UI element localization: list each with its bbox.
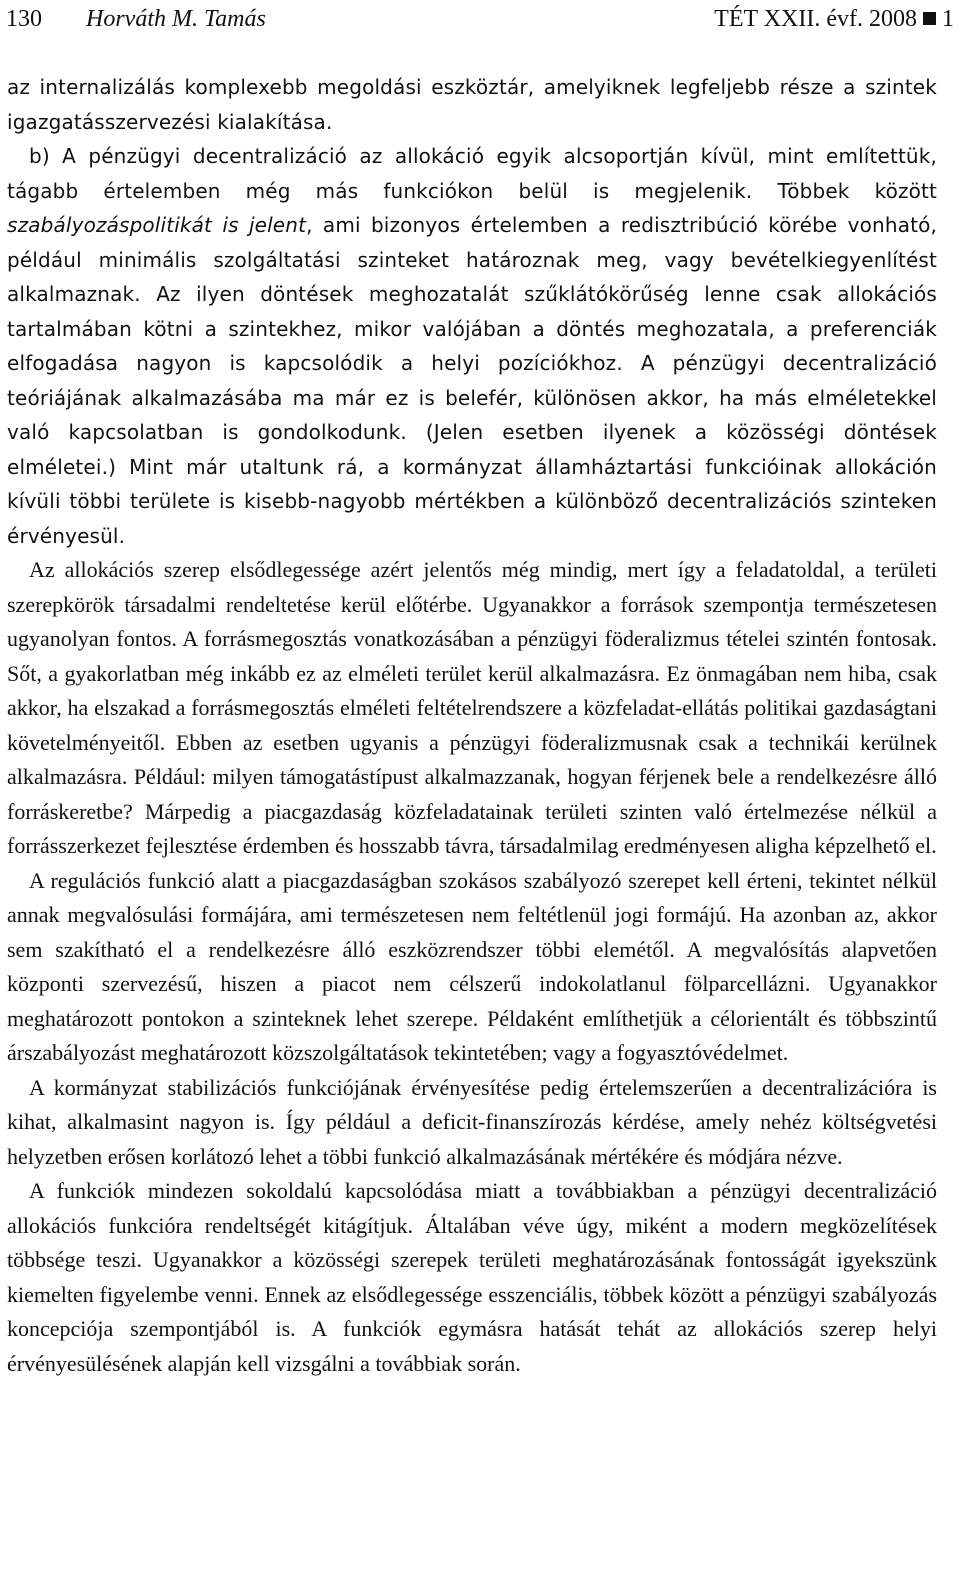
paragraph: az internalizálás komplexebb megoldási eszköztár, amelyiknek legfeljebb része a szintek igazgatásszervezési kialakítása.	[7, 75, 937, 134]
square-bullet-icon	[923, 12, 936, 25]
issue-number: 1	[942, 6, 954, 32]
paragraph: A regulációs funkció alatt a piacgazdaságban szokásos szabályozó szerepet kell érteni, tekintet nélkül annak megvalósulási formájára, ami természetesen nem feltétlenül jogi formájú. Ha azonban az, akkor sem szakítható el a rendelkezésre álló eszközrendszer többi elemétől. A megvalósítás alapvetően központi szervezésű, hiszen a piacot nem célszerű indokolatlanul fölparcellázni. Ugyanakkor meghatározott pontokon a szinteknek lehet szerepe. Példaként említhetjük a célorientált és többszintű árszabályozást meghatározott közszolgáltatások tekintetében; vagy a fogyasztóvédelmet.	[7, 867, 937, 1065]
header-journal	[714, 2, 954, 36]
paragraph	[7, 139, 937, 553]
body-text	[7, 70, 937, 1381]
emphasized-text: szabályozáspolitikát is jelent	[7, 213, 307, 237]
running-header	[6, 2, 954, 36]
paragraph-text: b) A pénzügyi decentralizáció az allokáció egyik alcsoportján kívül, mint említettük, tágabb értelemben még más funkciókon belül is megjelenik. Többek között	[7, 144, 937, 203]
paragraph: A kormányzat stabilizációs funkciójának érvényesítése pedig értelemszerűen a decentralizációra is kihat, alkalmasint nagyon is. Így például a deficit-finanszírozás kérdése, amely nehéz költségvetési helyzetben erősen korlátozó lehet a többi funkció alkalmazásának mértékére és módjára nézve.	[7, 1074, 937, 1169]
header-author: Horváth M. Tamás	[86, 6, 266, 32]
journal-title: TÉT XXII. évf. 2008	[714, 6, 917, 32]
paragraph: A funkciók mindezen sokoldalú kapcsolódása miatt a továbbiakban a pénzügyi decentralizáció allokációs funkcióra rendeltségét kitágítjuk. Általában véve úgy, miként a modern megközelítések többsége teszi. Ugyanakkor a közösségi szerepek területi meghatározásának fontosságát igyekszünk kiemelten figyelembe venni. Ennek az elsődlegessége esszenciális, többek között a pénzügyi szabályozás koncepciója szempontjából is. A funkciók egymásra hatását tehát az allokációs szerep helyi érvényesülésének alapján kell vizsgálni a továbbiak során.	[7, 1178, 937, 1376]
paragraph-text: , ami bizonyos értelemben a redisztribúció körébe vonható, például minimális szolgáltatási szinteket határoznak meg, vagy bevételkiegyenlítést alkalmaznak. Az ilyen döntések meghozatalát szűklátókörűség lenne csak allokációs tartalmában kötni a szintekhez, mikor valójában a döntés meghozatala, a preferenciák elfogadása nagyon is kapcsolódik a helyi pozíciókhoz. A pénzügyi decentralizáció teóriájának alkalmazásába ma már ez is belefér, különösen akkor, ha más elméletekkel való kapcsolatban is gondolkodunk. (Jelen esetben ilyenek a közösségi döntések elméletei.) Mint már utaltunk rá, a kormányzat államháztartási funkcióinak allokáción kívüli többi területe is kisebb-nagyobb mértékben a különböző decentralizációs szinteken érvényesül.	[7, 213, 938, 548]
page-number: 130	[6, 6, 42, 32]
paragraph: Az allokációs szerep elsődlegessége azért jelentős még mindig, mert így a feladatoldal, a területi szerepkörök társadalmi rendeltetése kerül előtérbe. Ugyanakkor a források szempontja természetesen ugyanolyan fontos. A forrásmegosztás vonatkozásában a pénzügyi föderalizmus tételei szintén fontosak. Sőt, a gyakorlatban még inkább ez az elméleti terület kerül alkalmazásra. Ez önmagában nem hiba, csak akkor, ha elszakad a forrásmegosztás elméleti feltételrendszere a közfeladat-ellátás politikai gazdaságtani követelményeitől. Ebben az esetben ugyanis a pénzügyi föderalizmusnak csak a technikái kerülnek alkalmazásra. Például: milyen támogatástípust alkalmazzanak, hogyan férjenek bele a rendelkezésre álló forráskeretbe? Márpedig a piacgazdaság közfeladatainak területi szinten való értelmezése nélkül a forrásszerkezet fejlesztése érdemben és hosszabb távra, társadalmilag eredményesen aligha képzelhető el.	[7, 557, 937, 858]
